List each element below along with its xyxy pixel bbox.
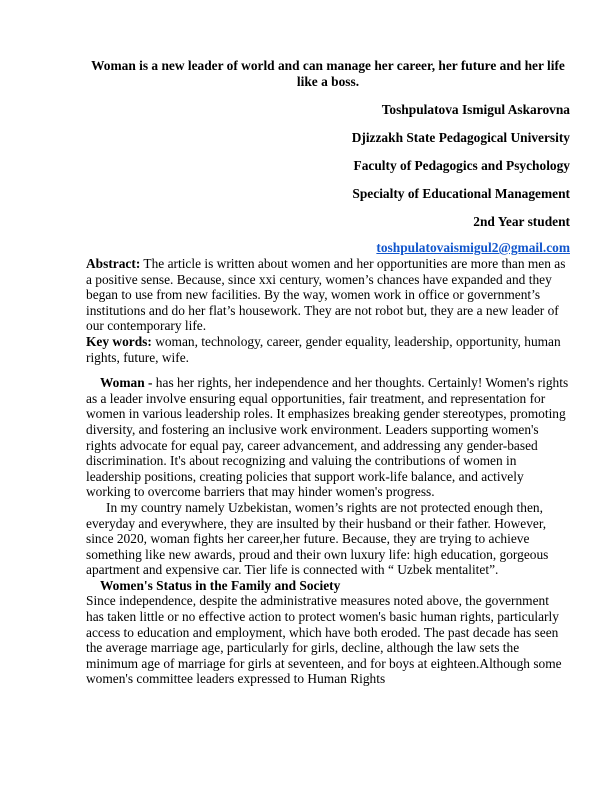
abstract-text: The article is written about women and her opportunities are more than men as a positive sense. Because, since xxi century, women’s chances have expanded and they began to use from new facilities. By the way, women work in office or government’s institutions and do her flat’s housework. They are not robot but, they are a new leader of our contemporary life. — [86, 256, 566, 334]
abstract-label: Abstract: — [86, 256, 141, 271]
paragraph-status: Since independence, despite the administrative measures noted above, the government has taken little or no effective action to protect women's basic human rights, particularly access to education and employment, which have both eroded. The past decade has seen the average marriage age, particularly for girls, decline, although the law sets the minimum age of marriage for girls at seventeen, and for boys at eighteen.Although some women's committee leaders expressed to Human Rights — [86, 593, 562, 687]
paragraph-woman — [86, 375, 570, 500]
keywords-text: woman, technology, career, gender equality, leadership, opportunity, human rights, future, wife. — [86, 333, 561, 365]
paragraph-uzbekistan: In my country namely Uzbekistan, women’s rights are not protected enough then, everyday and everywhere, they are insulted by their husband or their father. However, since 2020, woman fights her career,her future. Because, they are trying to achieve something like new awards, proud and their own luxury life: high education, gorgeous apartment and expensive car. Tier life is connected with “ Uzbek mentalitet”. — [86, 499, 549, 578]
keywords-label: Key words: — [86, 333, 152, 349]
body-text — [86, 256, 570, 687]
abstract — [86, 256, 570, 334]
author-name: Toshpulatova Ismigul Askarovna — [381, 102, 570, 117]
paragraph-woman-text: has her rights, her independence and her thoughts. Certainly! Women's rights as a leader involve ensuring equal opportunities, fair treatment, and representation for women in various leadership roles. It emphasizes breaking gender stereotypes, promoting diversity, and fostering an inclusive work environment. Leaders supporting women's rights advocate for equal pay, career advancement, and addressing any gender-based discrimination. It's about recognizing and valuing the contributions of women in leadership positions, creating policies that support work-life balance, and actively working to overcome barriers that may hinder women's progress. — [86, 375, 569, 500]
author-university: Djizzakh State Pedagogical University — [351, 130, 570, 145]
document-page — [86, 58, 570, 687]
author-specialty: Specialty of Educational Management — [352, 186, 570, 201]
author-year: 2nd Year student — [473, 214, 570, 229]
keywords — [86, 334, 570, 365]
author-faculty: Faculty of Pedagogics and Psychology — [353, 158, 570, 173]
paper-title: Woman is a new leader of world and can manage her career, her future and her life like a boss. — [91, 58, 565, 89]
section-heading: Women's Status in the Family and Society — [100, 577, 341, 593]
author-email-link[interactable]: toshpulatovaismigul2@gmail.com — [376, 240, 570, 255]
paragraph-lead-label: Woman - — [100, 375, 153, 391]
author-block — [86, 102, 570, 256]
